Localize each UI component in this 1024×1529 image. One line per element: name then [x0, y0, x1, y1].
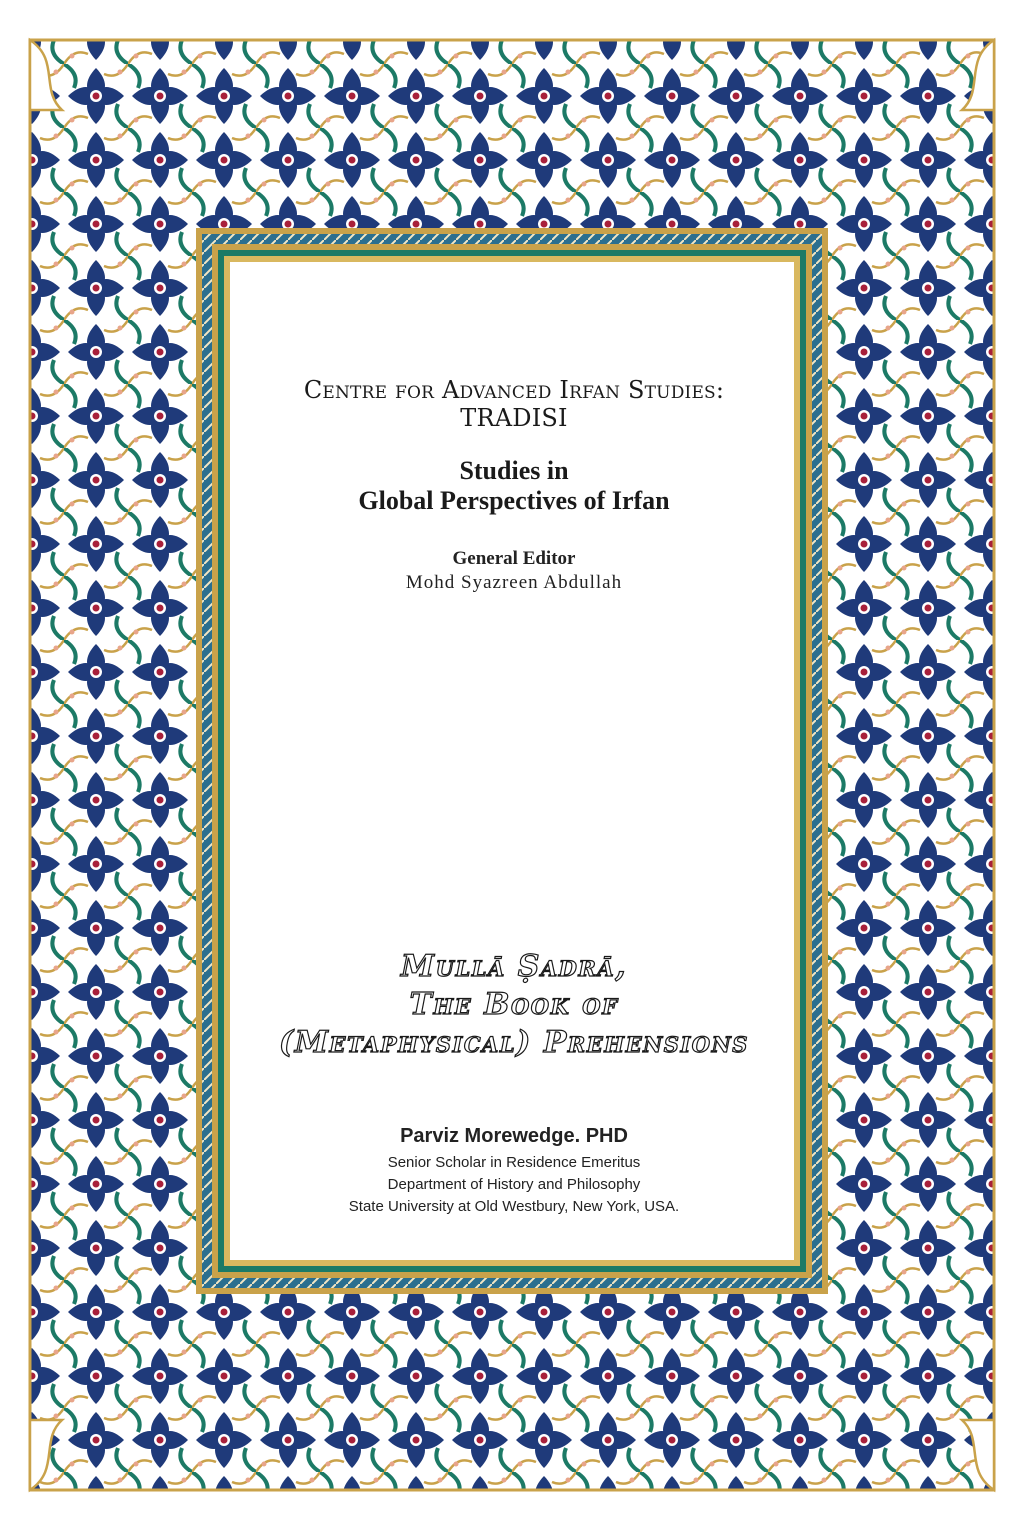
series-organization-line-2: TRADISI: [460, 404, 568, 432]
series-organization: [232, 376, 796, 432]
author-affiliation-line: Senior Scholar in Residence Emeritus: [387, 1154, 641, 1171]
series-title: [232, 456, 796, 516]
book-title: [232, 948, 796, 1062]
author-affiliation-line: State University at Old Westbury, New York, USA.: [348, 1198, 680, 1215]
series-title-line-1: Studies in: [459, 456, 569, 485]
book-title-line-3: (Metaphysical) Prehensions: [279, 1025, 749, 1060]
general-editor-label: General Editor: [452, 548, 576, 569]
book-title-line-2: The Book of: [409, 987, 619, 1022]
author-name: Parviz Morewedge. PHD: [400, 1125, 628, 1147]
series-organization-line-1: Centre for Advanced Irfan Studies:: [303, 376, 725, 404]
author-affiliation: [232, 1152, 796, 1218]
title-page-text: [232, 262, 796, 1260]
series-title-line-2: Global Perspectives of Irfan: [358, 486, 670, 515]
author-affiliation-line: Department of History and Philosophy: [387, 1176, 641, 1193]
book-title-line-1: Mullā Ṣadrā,: [400, 949, 628, 984]
general-editor-name: Mohd Syazreen Abdullah: [405, 572, 623, 593]
